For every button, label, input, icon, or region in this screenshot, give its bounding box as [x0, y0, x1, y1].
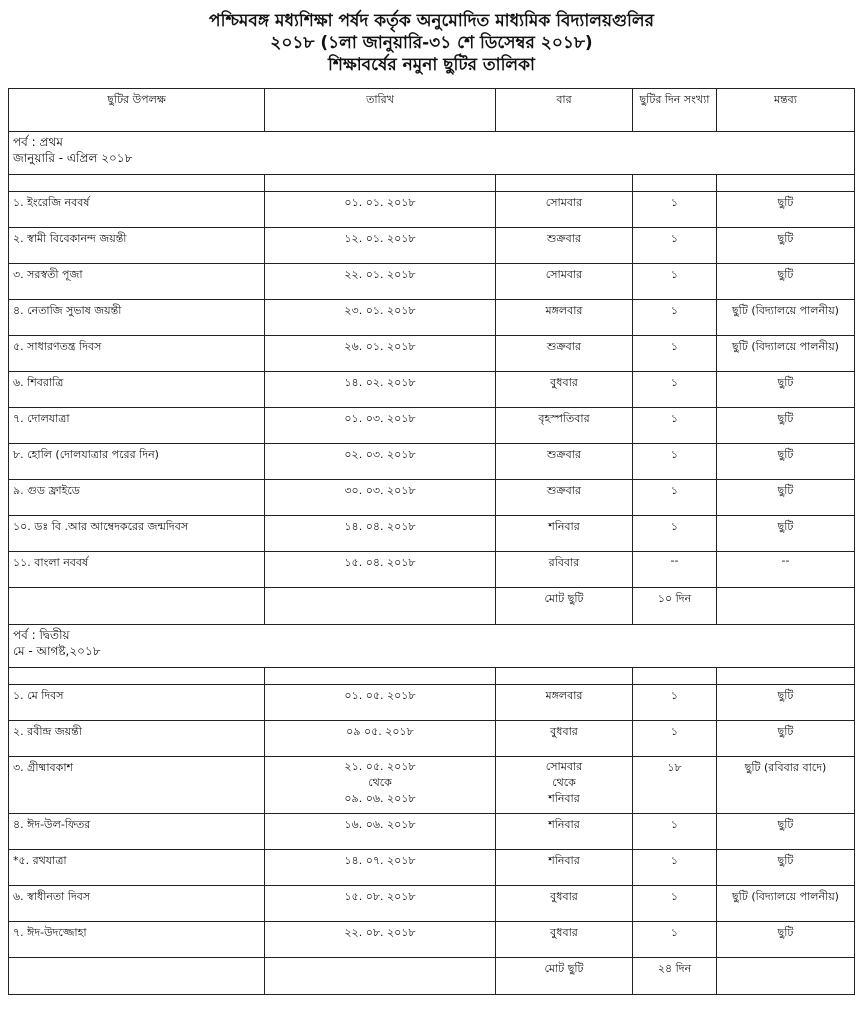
summer-date-from: ২১. ০৫. ২০১৮: [344, 760, 416, 773]
table-row: [9, 228, 855, 264]
term-1-spacer: [9, 175, 855, 192]
cell-occasion: ১১. বাংলা নববর্ষ: [9, 552, 265, 588]
table-row: [9, 850, 855, 886]
cell-date: ২২. ০১. ২০১৮: [265, 264, 496, 300]
cell-count: ১: [633, 264, 717, 300]
cell-occasion: ২. স্বামী বিবেকানন্দ জয়ন্তী: [9, 228, 265, 264]
table-row: [9, 480, 855, 516]
cell-date: ০২. ০৩. ২০১৮: [265, 444, 496, 480]
cell-day: শনিবার: [496, 814, 633, 850]
cell-occasion: ৩. সরস্বতী পূজা: [9, 264, 265, 300]
table-row: [9, 814, 855, 850]
cell-day: শুক্রবার: [496, 336, 633, 372]
col-header-count: ছুটির দিন সংখ্যা: [633, 89, 717, 132]
cell-occasion: ২. রবীন্দ্র জয়ন্তী: [9, 721, 265, 757]
document-header: [0, 0, 863, 76]
term-2-rows-after: [9, 814, 855, 958]
cell-remark: ছুটি (বিদ্যালয়ে পালনীয়): [717, 886, 855, 922]
cell-occasion: ৭. দোলযাত্রা: [9, 408, 265, 444]
holiday-table: [8, 88, 855, 995]
cell-date: ১৪. ০২. ২০১৮: [265, 372, 496, 408]
cell-date: ২৬. ০১. ২০১৮: [265, 336, 496, 372]
cell-occasion: ৮. হোলি (দোলযাত্রার পরের দিন): [9, 444, 265, 480]
term-2-period: মে - আগষ্ট,২০১৮: [13, 644, 101, 658]
term-1-heading-row: [9, 132, 855, 175]
term-2-total-value: ২৪ দিন: [633, 958, 717, 995]
summer-occasion: ৩. গ্রীষ্মাবকাশ: [9, 757, 265, 814]
summer-day-to: শনিবার: [548, 792, 580, 805]
cell-day: শুক্রবার: [496, 228, 633, 264]
col-header-day: বার: [496, 89, 633, 132]
cell-occasion: ৬. শিবরাত্রি: [9, 372, 265, 408]
cell-remark: ছুটি: [717, 264, 855, 300]
cell-remark: ছুটি (বিদ্যালয়ে পালনীয়): [717, 336, 855, 372]
cell-occasion: ৪. নেতাজি সুভাষ জয়ন্তী: [9, 300, 265, 336]
term-1-title: পর্ব : প্রথম: [13, 135, 63, 149]
cell-date: ১৪. ০৭. ২০১৮: [265, 850, 496, 886]
term-2-rows: [9, 685, 855, 757]
cell-remark: ছুটি: [717, 721, 855, 757]
cell-occasion: ৯. গুড ফ্রাইডে: [9, 480, 265, 516]
col-header-date: তারিখ: [265, 89, 496, 132]
table-row: [9, 408, 855, 444]
term-2-heading-row: [9, 625, 855, 668]
cell-day: বুধবার: [496, 886, 633, 922]
table-row: [9, 372, 855, 408]
cell-date: ১৬. ০৬. ২০১৮: [265, 814, 496, 850]
table-row: [9, 721, 855, 757]
col-header-occasion: ছুটির উপলক্ষ: [9, 89, 265, 132]
cell-day: মঙ্গলবার: [496, 685, 633, 721]
cell-day: বুধবার: [496, 922, 633, 958]
cell-remark: ছুটি: [717, 516, 855, 552]
table-row: [9, 552, 855, 588]
table-row: [9, 685, 855, 721]
cell-occasion: ৫. সাধারণতন্ত্র দিবস: [9, 336, 265, 372]
table-header-row: [9, 89, 855, 132]
cell-day: রবিবার: [496, 552, 633, 588]
term-2-spacer: [9, 668, 855, 685]
table-row: [9, 192, 855, 228]
col-header-remark: মন্তব্য: [717, 89, 855, 132]
term-1-rows: [9, 192, 855, 588]
header-line-1: পশ্চিমবঙ্গ মধ্যশিক্ষা পর্ষদ কর্তৃক অনুমোদিত মাধ্যমিক বিদ্যালয়গুলির: [209, 11, 654, 31]
cell-remark: ছুটি: [717, 685, 855, 721]
term-2-title: পর্ব : দ্বিতীয়: [13, 628, 70, 642]
table-row: [9, 922, 855, 958]
term-2-total-row: [9, 958, 855, 995]
cell-remark: --: [717, 552, 855, 588]
cell-date: ০৯ ০৫. ২০১৮: [265, 721, 496, 757]
cell-date: ০১. ০৫. ২০১৮: [265, 685, 496, 721]
term-1-total-row: [9, 588, 855, 625]
cell-date: ১২. ০১. ২০১৮: [265, 228, 496, 264]
table-row: [9, 300, 855, 336]
cell-date: ৩০. ০৩. ২০১৮: [265, 480, 496, 516]
cell-day: সোমবার: [496, 264, 633, 300]
cell-remark: ছুটি: [717, 480, 855, 516]
cell-date: ১৫. ০৪. ২০১৮: [265, 552, 496, 588]
cell-remark: ছুটি: [717, 372, 855, 408]
cell-date: ২৩. ০১. ২০১৮: [265, 300, 496, 336]
table-row: [9, 886, 855, 922]
table-row: [9, 516, 855, 552]
term-2-heading: [9, 625, 855, 668]
cell-day: শুক্রবার: [496, 480, 633, 516]
term-1-heading: [9, 132, 855, 175]
cell-day: বৃহস্পতিবার: [496, 408, 633, 444]
cell-date: ১৫. ০৮. ২০১৮: [265, 886, 496, 922]
cell-remark: ছুটি: [717, 228, 855, 264]
cell-count: ১: [633, 721, 717, 757]
summer-day: [496, 757, 633, 814]
term-1-total-value: ১০ দিন: [633, 588, 717, 625]
cell-day: শনিবার: [496, 516, 633, 552]
cell-day: সোমবার: [496, 192, 633, 228]
cell-day: মঙ্গলবার: [496, 300, 633, 336]
cell-count: ১: [633, 480, 717, 516]
cell-occasion: ১. ইংরেজি নববর্ষ: [9, 192, 265, 228]
table-row: [9, 444, 855, 480]
summer-date-to: ০৯. ০৬. ২০১৮: [344, 792, 416, 805]
cell-count: ১: [633, 192, 717, 228]
cell-occasion: ৭. ঈদ-উদজ্জোহা: [9, 922, 265, 958]
cell-date: ০১. ০৩. ২০১৮: [265, 408, 496, 444]
cell-occasion: ১০. ডঃ বি .আর আম্বেদকরের জন্মদিবস: [9, 516, 265, 552]
cell-count: ১: [633, 372, 717, 408]
cell-count: ১: [633, 516, 717, 552]
cell-count: --: [633, 552, 717, 588]
cell-count: ১: [633, 228, 717, 264]
summer-count: ১৮: [633, 757, 717, 814]
cell-count: ১: [633, 685, 717, 721]
cell-remark: ছুটি: [717, 850, 855, 886]
cell-day: বুধবার: [496, 721, 633, 757]
summer-date: [265, 757, 496, 814]
cell-occasion: ১. মে দিবস: [9, 685, 265, 721]
cell-date: ১৪. ০৪. ২০১৮: [265, 516, 496, 552]
cell-count: ১: [633, 336, 717, 372]
cell-day: শুক্রবার: [496, 444, 633, 480]
table-row: [9, 264, 855, 300]
cell-count: ১: [633, 850, 717, 886]
header-line-3: শিক্ষাবর্ষের নমুনা ছুটির তালিকা: [328, 55, 535, 75]
summer-day-from: সোমবার: [545, 760, 583, 773]
cell-day: শনিবার: [496, 850, 633, 886]
cell-occasion: ৬. স্বাধীনতা দিবস: [9, 886, 265, 922]
cell-date: ২২. ০৮. ২০১৮: [265, 922, 496, 958]
cell-occasion: ৪. ঈদ-উল-ফিতর: [9, 814, 265, 850]
cell-remark: ছুটি: [717, 408, 855, 444]
summer-vacation-row: [9, 757, 855, 814]
cell-count: ১: [633, 300, 717, 336]
cell-date: ০১. ০১. ২০১৮: [265, 192, 496, 228]
cell-count: ১: [633, 408, 717, 444]
term-2-total-label: মোট ছুটি: [496, 958, 633, 995]
cell-count: ১: [633, 886, 717, 922]
summer-day-sep: থেকে: [552, 776, 576, 789]
cell-remark: ছুটি: [717, 444, 855, 480]
cell-remark: ছুটি: [717, 814, 855, 850]
cell-remark: ছুটি (বিদ্যালয়ে পালনীয়): [717, 300, 855, 336]
cell-remark: ছুটি: [717, 922, 855, 958]
cell-count: ১: [633, 814, 717, 850]
term-1-period: জানুয়ারি - এপ্রিল ২০১৮: [13, 151, 133, 165]
summer-remark: ছুটি (রবিবার বাদে): [717, 757, 855, 814]
term-1-total-label: মোট ছুটি: [496, 588, 633, 625]
cell-day: বুধবার: [496, 372, 633, 408]
cell-remark: ছুটি: [717, 192, 855, 228]
cell-count: ১: [633, 922, 717, 958]
summer-date-sep: থেকে: [368, 776, 392, 789]
table-row: [9, 336, 855, 372]
cell-count: ১: [633, 444, 717, 480]
cell-occasion: *৫. রথযাত্রা: [9, 850, 265, 886]
header-line-2: ২০১৮ (১লা জানুয়ারি-৩১ শে ডিসেম্বর ২০১৮): [270, 33, 593, 53]
